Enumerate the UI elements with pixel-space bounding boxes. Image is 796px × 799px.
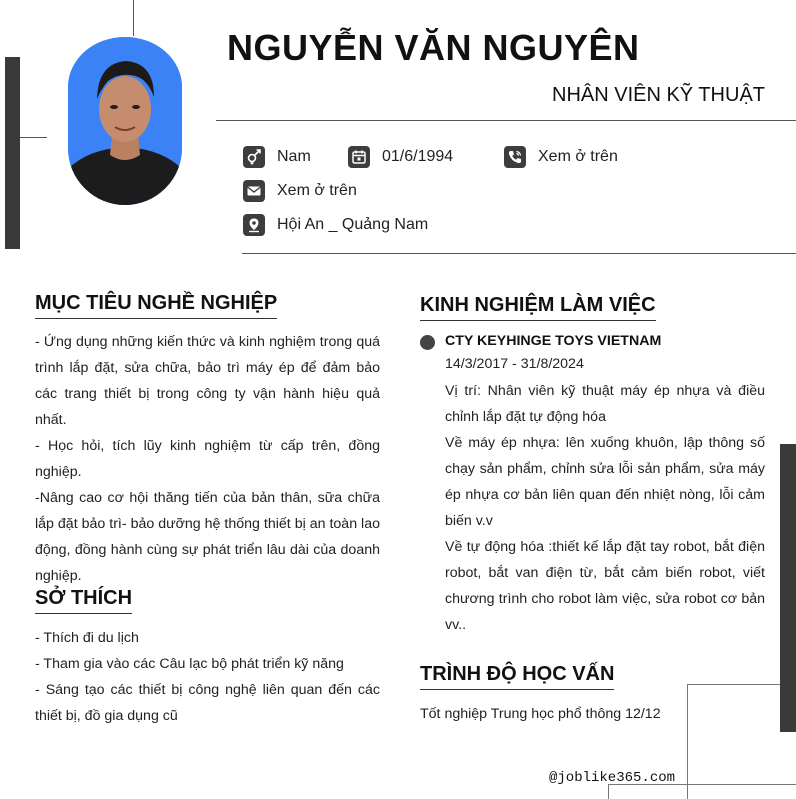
info-gender	[243, 145, 311, 169]
left-accent-bar	[5, 57, 20, 249]
right-accent-bar	[780, 444, 796, 732]
bottom-frame-top	[687, 684, 780, 685]
bottom-frame-inner-left	[608, 784, 609, 799]
company-name: CTY KEYHINGE TOYS VIETNAM	[445, 333, 662, 349]
info-divider	[242, 253, 796, 254]
objective-title: MỤC TIÊU NGHỀ NGHIỆP	[35, 292, 277, 319]
gender-icon	[243, 146, 265, 168]
hobby-line: - Sáng tạo các thiết bị công nghệ liên quan đến các thiết bị, đồ gia dụng cũ	[35, 682, 380, 724]
hobby-line: - Tham gia vào các Câu lạc bộ phát triển kỹ năng	[35, 656, 344, 672]
left-horizontal-line	[20, 137, 47, 138]
experience-line: Về máy ép nhựa: lên xuống khuôn, lập thông số chạy sản phẩm, chỉnh sửa lỗi sản phẩm, sửa máy ép nhựa cơ bản liên quan đến nhiệt nòng, lỗi cảm biến v.v	[445, 435, 765, 529]
education-title: TRÌNH ĐỘ HỌC VẤN	[420, 663, 614, 690]
gender-value: Nam	[277, 148, 311, 165]
job-title: NHÂN VIÊN KỸ THUẬT	[552, 84, 765, 106]
info-phone	[504, 145, 618, 169]
experience-text	[445, 378, 765, 638]
candidate-name: NGUYỄN VĂN NGUYÊN	[227, 27, 640, 68]
location-icon	[243, 214, 265, 236]
work-period: 14/3/2017 - 31/8/2024	[445, 356, 584, 372]
info-email	[243, 179, 357, 203]
objective-line: - Học hỏi, tích lũy kinh nghiệm từ cấp trên, đồng nghiệp.	[35, 438, 380, 480]
top-vertical-line	[133, 0, 134, 36]
objective-line: - Ứng dụng những kiến thức và kinh nghiệm trong quá trình lắp đặt, sửa chữa, bảo trì máy ép để đảm bảo các trang thiết bị trong công ty vận hành hiệu quả nhất.	[35, 334, 380, 428]
hobby-line: - Thích đi du lịch	[35, 630, 139, 646]
info-address	[243, 213, 428, 237]
phone-value: Xem ở trên	[538, 148, 618, 165]
email-value: Xem ở trên	[277, 182, 357, 199]
phone-icon	[504, 146, 526, 168]
timeline-dot	[420, 335, 435, 350]
hobbies-title: SỞ THÍCH	[35, 587, 132, 614]
info-birthday	[348, 145, 453, 169]
education-text: Tốt nghiệp Trung học phổ thông 12/12	[420, 706, 661, 722]
birthday-value: 01/6/1994	[382, 148, 454, 165]
address-value: Hội An _ Quảng Nam	[277, 216, 429, 233]
calendar-icon	[348, 146, 370, 168]
experience-title: KINH NGHIỆM LÀM VIỆC	[420, 294, 656, 321]
mail-icon	[243, 180, 265, 202]
watermark: @joblike365.com	[549, 770, 676, 786]
header-divider	[216, 120, 796, 121]
objective-line: -Nâng cao cơ hội thăng tiến của bản thân, sữa chữa lắp đặt bảo trì- bảo dưỡng hệ thống thiết bị an toàn lao động, đồng hành cùng sự phát triển lâu dài của doanh nghiệp.	[35, 490, 380, 584]
objective-text	[35, 329, 380, 589]
experience-line: Về tự động hóa :thiết kế lắp đặt tay robot, bắt điện robot, bắt van điện từ, bắt cảm biến robot, viết chương trình cho robot làm việc, sửa robot cơ bản vv..	[445, 539, 765, 633]
avatar	[68, 37, 182, 205]
experience-line: Vị trí: Nhân viên kỹ thuật máy ép nhựa và điều chỉnh lắp đặt tự động hóa	[445, 383, 765, 425]
hobbies-text	[35, 625, 380, 729]
avatar-portrait	[68, 37, 182, 205]
